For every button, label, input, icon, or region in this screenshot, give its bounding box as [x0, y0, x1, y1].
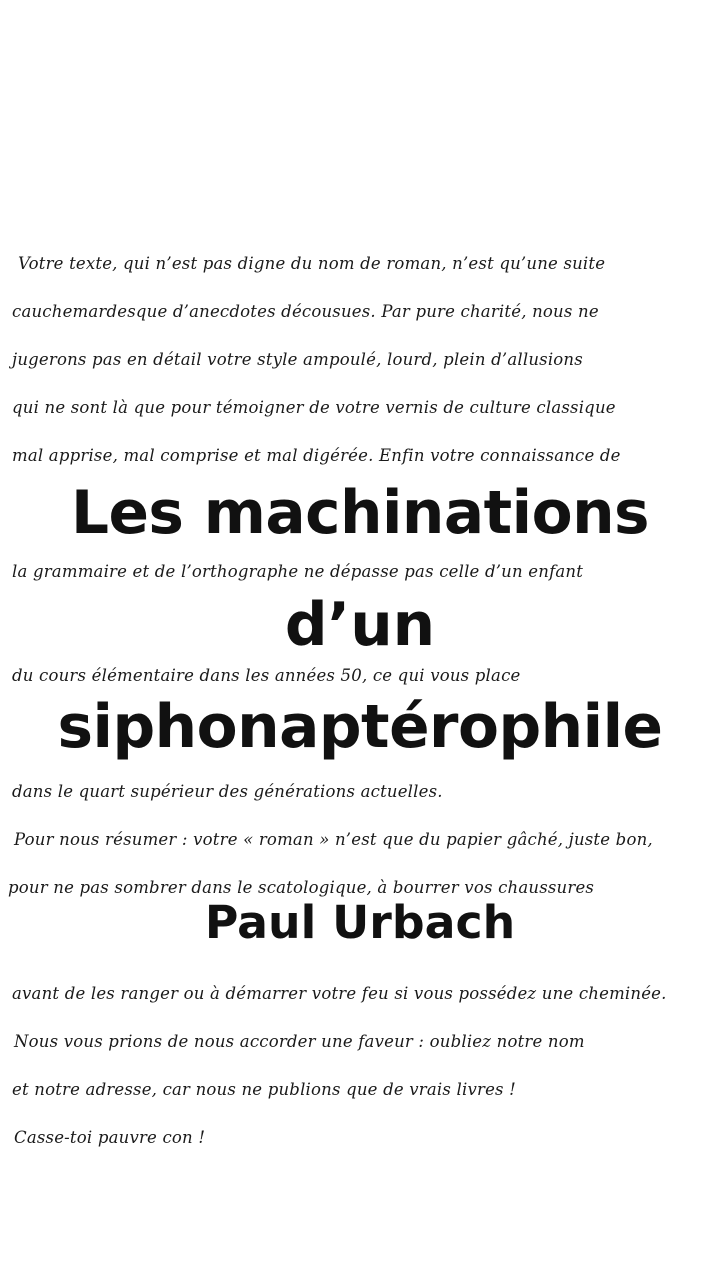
letter-line-10: pour ne pas sombrer dans le scatologique, à bourrer vos chaussures — [8, 878, 595, 897]
letter-line-8: dans le quart supérieur des générations actuelles. — [12, 782, 443, 801]
letter-line-1: Votre texte, qui n’est pas digne du nom de roman, n’est qu’une suite — [18, 254, 606, 273]
title-line-2: d’un — [284, 591, 436, 660]
letter-line-11: avant de les ranger ou à démarrer votre feu si vous possédez une cheminée. — [12, 984, 667, 1003]
letter-line-4: qui ne sont là que pour témoigner de votre vernis de culture classique — [12, 398, 616, 417]
letter-line-3: jugerons pas en détail votre style ampoulé, lourd, plein d’allusions — [12, 350, 583, 369]
letter-line-2: cauchemardesque d’anecdotes décousues. Par pure charité, nous ne — [12, 302, 599, 321]
author-name: Paul Urbach — [204, 896, 516, 949]
letter-line-9: Pour nous résumer : votre « roman » n’est que du papier gâché, juste bon, — [14, 830, 653, 849]
letter-line-13: et notre adresse, car nous ne publions que de vrais livres ! — [12, 1080, 516, 1099]
letter-line-5: mal apprise, mal comprise et mal digérée. Enfin votre connaissance de — [12, 446, 621, 465]
title-line-1: Les machinations — [70, 479, 650, 548]
letter-line-6: la grammaire et de l’orthographe ne dépasse pas celle d’un enfant — [12, 562, 584, 581]
letter-line-7: du cours élémentaire dans les années 50, ce qui vous place — [12, 666, 521, 685]
title-line-3: siphonaptérophile — [57, 693, 663, 762]
letter-line-12: Nous vous prions de nous accorder une faveur : oubliez notre nom — [14, 1032, 585, 1051]
letter-line-14: Casse-toi pauvre con ! — [14, 1128, 206, 1147]
